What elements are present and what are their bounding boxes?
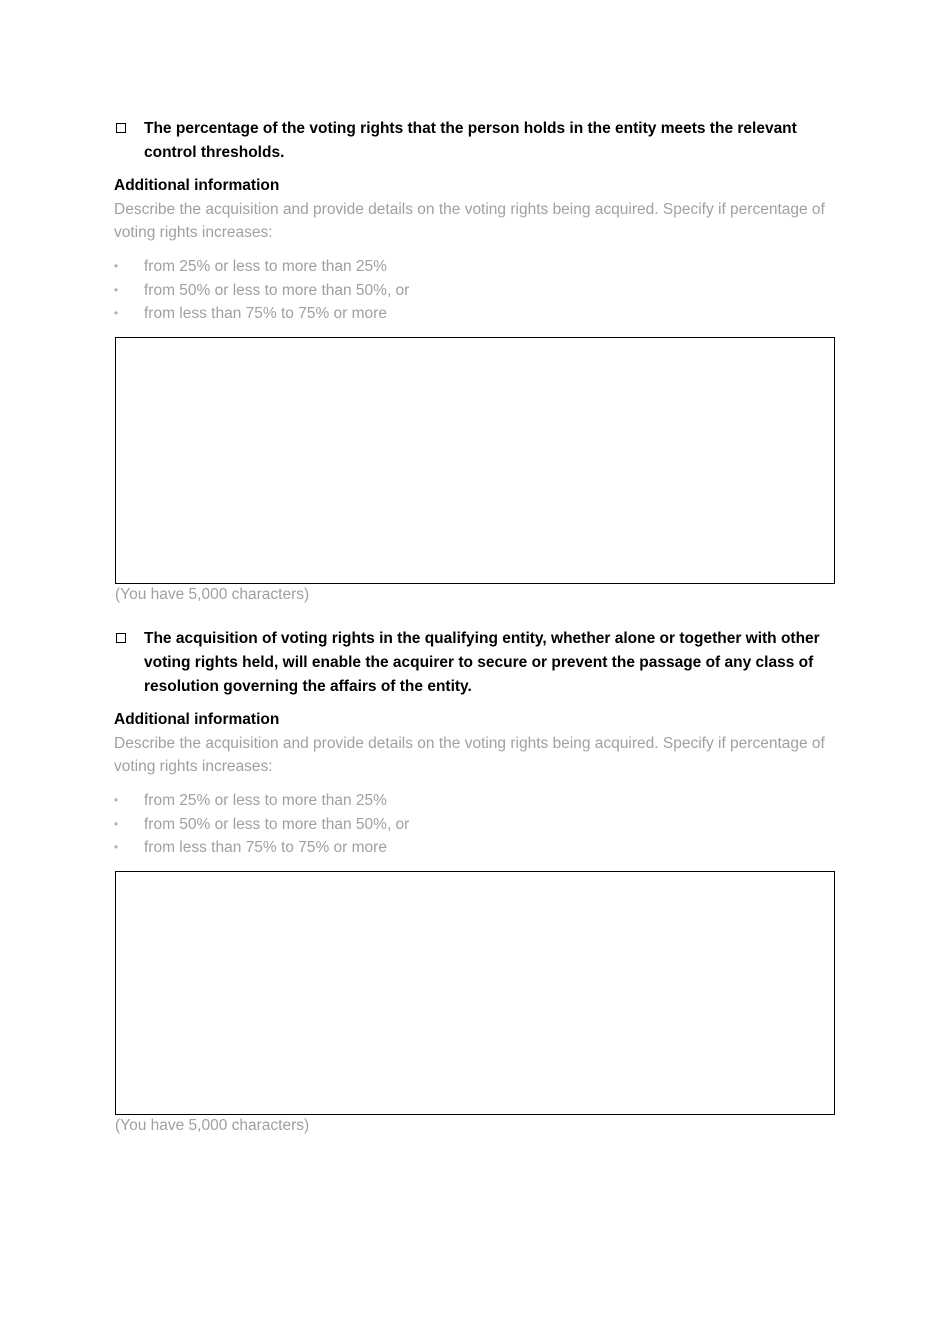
threshold-bullet-list	[114, 789, 834, 860]
threshold-checkbox[interactable]	[116, 123, 126, 133]
additional-information-heading: Additional information	[114, 177, 280, 194]
resolution-control-section	[114, 627, 834, 1137]
threshold-bullet-list	[114, 255, 834, 326]
criterion-label: The acquisition of voting rights in the qualifying entity, whether alone or together with other voting rights held, will enable the acquirer to secure or prevent the passage of any class of resolution governing the affairs of the entity.	[144, 630, 820, 695]
resolution-checkbox[interactable]	[116, 633, 126, 643]
bullet-icon: •	[114, 259, 119, 273]
character-count: (You have 5,000 characters)	[115, 585, 310, 603]
list-item: • from 25% or less to more than 25%	[114, 255, 834, 279]
criterion-label: The percentage of the voting rights that the person holds in the entity meets the relevant control thresholds.	[144, 120, 797, 161]
voting-threshold-section	[114, 117, 834, 606]
criterion-row	[114, 627, 834, 699]
bullet-icon: •	[114, 306, 119, 320]
bullet-icon: •	[114, 282, 119, 297]
list-item: • from less than 75% to 75% or more	[114, 302, 834, 326]
additional-information-textbox[interactable]	[115, 871, 835, 1115]
list-item: • from 50% or less to more than 50%, or	[114, 813, 834, 837]
criterion-row	[114, 117, 834, 165]
list-item: • from 25% or less to more than 25%	[114, 789, 834, 813]
character-count: (You have 5,000 characters)	[115, 1116, 310, 1134]
bullet-icon: •	[114, 793, 119, 807]
additional-information-textbox[interactable]	[115, 337, 835, 584]
additional-information-heading: Additional information	[114, 711, 280, 728]
list-item: • from 50% or less to more than 50%, or	[114, 279, 834, 303]
bullet-icon: •	[114, 840, 119, 854]
instructions-text: Describe the acquisition and provide details on the voting rights being acquired. Specify if percentage of voting rights increases:	[114, 735, 825, 775]
bullet-icon: •	[114, 816, 119, 831]
instructions-text: Describe the acquisition and provide details on the voting rights being acquired. Specify if percentage of voting rights increases:	[114, 201, 825, 241]
list-item: • from less than 75% to 75% or more	[114, 836, 834, 860]
